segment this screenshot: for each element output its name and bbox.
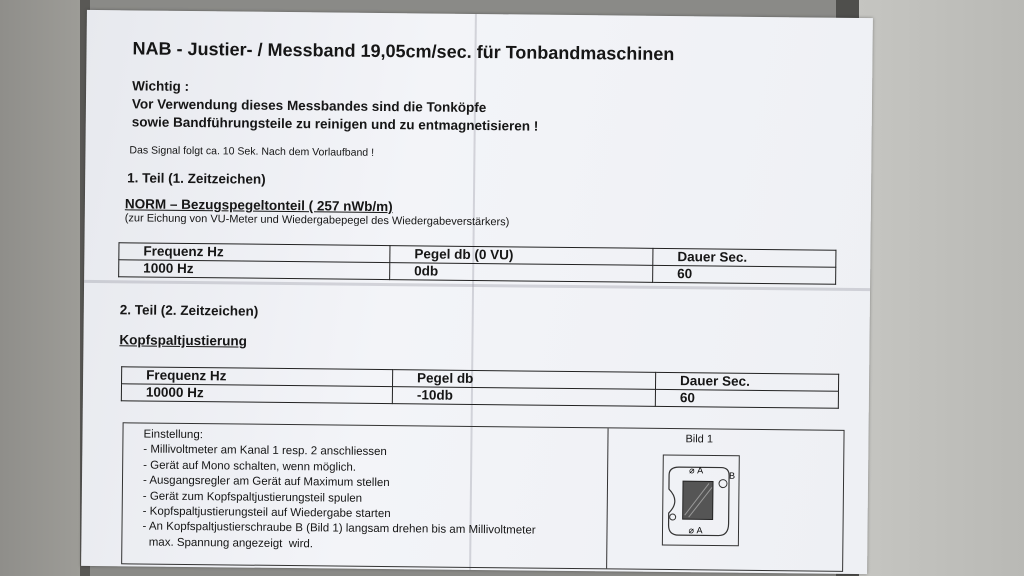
document-title: NAB - Justier- / Messband 19,05cm/sec. für Tonbandmaschinen: [132, 38, 675, 65]
table-cell: -10db: [392, 387, 655, 407]
instructions-box: [121, 422, 844, 572]
screw-b-icon: [719, 480, 727, 488]
list-item: max. Spannung angezeigt wird.: [142, 536, 314, 551]
warning-heading: Wichtig :: [132, 78, 190, 94]
list-item: - Gerät auf Mono schalten, wenn möglich.: [143, 459, 357, 474]
screw-a-bottom-label: A: [696, 525, 703, 536]
instruction-sheet: [81, 10, 873, 574]
part1-section-title: NORM – Bezugspegeltonteil ( 257 nWb/m): [124, 196, 393, 215]
table-cell: 0db: [390, 263, 653, 283]
screw-b-label: B: [729, 470, 736, 481]
table-cell: 60: [653, 265, 836, 284]
list-item: - An Kopfspaltjustierschraube B (Bild 1) langsam drehen bis am Millivoltmeter: [142, 520, 536, 538]
table-header-cell: Frequenz Hz: [119, 243, 390, 263]
background-right: [859, 0, 1024, 576]
table-header-cell: Frequenz Hz: [122, 367, 393, 387]
screw-a-top-label: A: [697, 465, 704, 476]
warning-line-2: sowie Bandführungsteile zu reinigen und zu entmagnetisieren !: [131, 114, 539, 134]
screw-a-top-symbol: ⌀: [689, 465, 695, 476]
part2-section-title: Kopfspaltjustierung: [119, 332, 248, 349]
head-core: [683, 481, 713, 519]
table-header-cell: Dauer Sec.: [653, 248, 836, 267]
part2-heading: 2. Teil (2. Zeitzeichen): [119, 302, 259, 319]
list-item: - Millivoltmeter am Kanal 1 resp. 2 anschliessen: [143, 443, 387, 459]
table-cell: 60: [655, 389, 838, 408]
part1-table: [118, 242, 836, 285]
warning-line-1: Vor Verwendung dieses Messbandes sind die Tonköpfe: [131, 96, 487, 116]
table-cell: 1000 Hz: [119, 260, 390, 280]
instructions-divider: [606, 428, 608, 568]
screw-a-bottom-symbol: ⌀: [688, 525, 694, 536]
figure-label: Bild 1: [685, 433, 714, 446]
instructions-list: [142, 428, 536, 555]
part2-table: [121, 366, 839, 409]
list-item: - Gerät zum Kopfspaltjustierungsteil spulen: [142, 490, 363, 505]
list-item: - Ausgangsregler am Gerät auf Maximum stellen: [142, 474, 390, 490]
table-header-cell: Pegel db (0 VU): [390, 246, 653, 266]
table-header-cell: Pegel db: [393, 370, 656, 390]
background-left: [0, 0, 80, 576]
screw-left-icon: [670, 514, 676, 520]
instructions-heading: Einstellung:: [143, 428, 204, 442]
signal-note: Das Signal folgt ca. 10 Sek. Nach dem Vorlaufband !: [129, 144, 375, 159]
part1-section-subtitle: (zur Eichung von VU-Meter und Wiedergabepegel des Wiedergabeverstärkers): [124, 212, 510, 229]
tape-head-diagram-icon: [658, 453, 745, 550]
list-item: - Kopfspaltjustierungsteil auf Wiedergabe starten: [142, 505, 391, 521]
part1-heading: 1. Teil (1. Zeitzeichen): [127, 170, 266, 187]
table-header-cell: Dauer Sec.: [655, 372, 838, 391]
table-cell: 10000 Hz: [121, 384, 392, 404]
